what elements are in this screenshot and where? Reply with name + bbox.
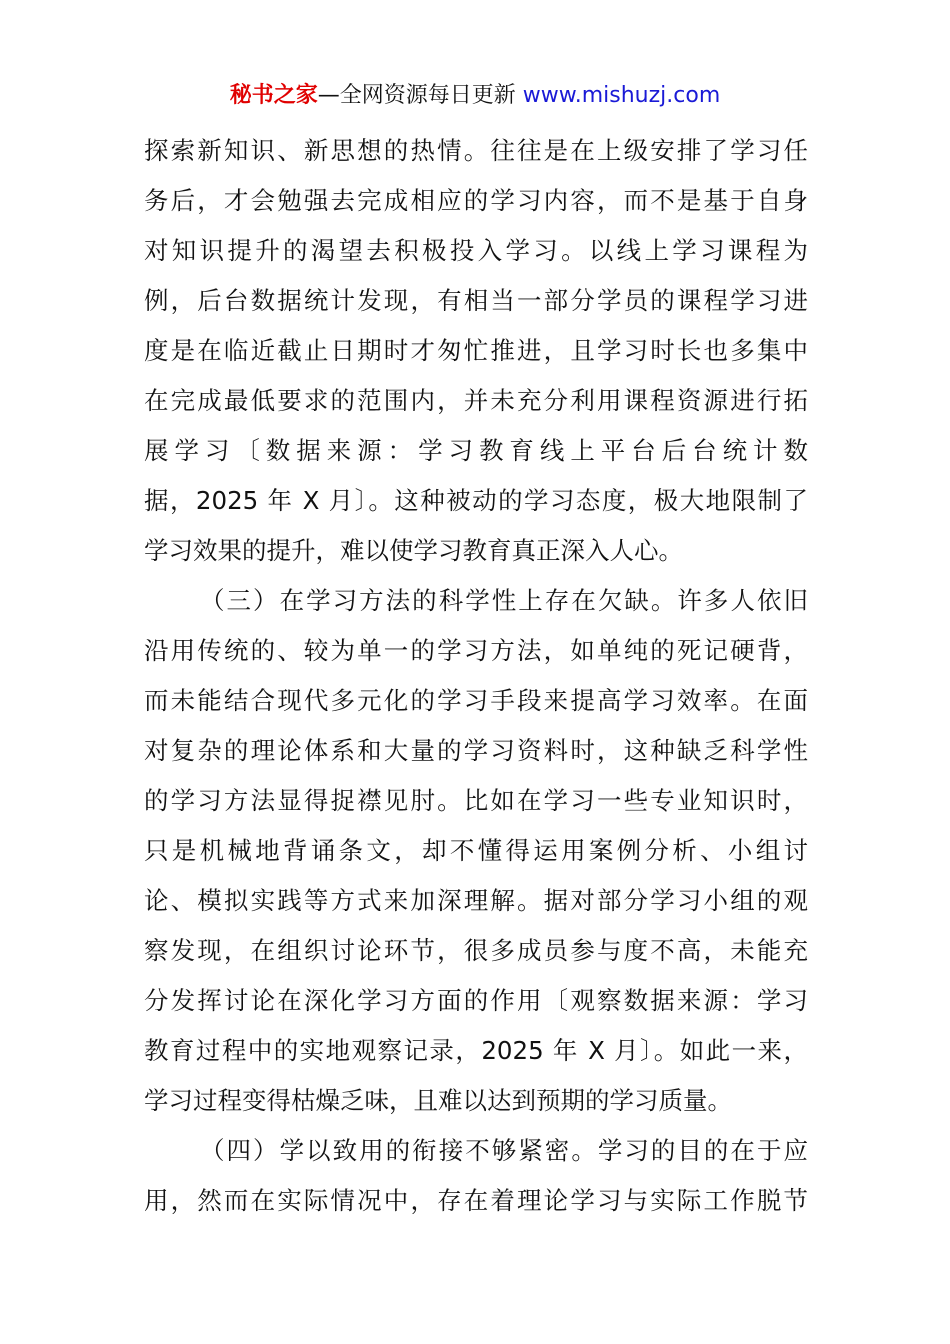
text-line: 教育过程中的实地观察记录，2025 年 X 月〕。如此一来，: [144, 1036, 808, 1065]
paragraph-start-line: （四）学以致用的衔接不够紧密。学习的目的在于应: [200, 1136, 808, 1165]
text-line: 而未能结合现代多元化的学习手段来提高学习效率。在面: [144, 686, 808, 715]
text-line: 展学习〔数据来源：学习教育线上平台后台统计数: [144, 436, 808, 465]
brand-name: 秘书之家: [229, 83, 318, 108]
text-line: 用，然而在实际情况中，存在着理论学习与实际工作脱节: [144, 1186, 808, 1215]
text-line: 沿用传统的、较为单一的学习方法，如单纯的死记硬背，: [144, 636, 808, 665]
text-line: 对复杂的理论体系和大量的学习资料时，这种缺乏科学性: [144, 736, 808, 765]
text-line: 探索新知识、新思想的热情。往往是在上级安排了学习任: [144, 136, 808, 165]
site-url: www.mishuzj.com: [522, 83, 721, 108]
text-line: 的学习方法显得捉襟见肘。比如在学习一些专业知识时，: [144, 786, 808, 815]
text-line: 学习效果的提升，难以使学习教育真正深入人心。: [144, 536, 683, 565]
paragraph-start-line: （三）在学习方法的科学性上存在欠缺。许多人依旧: [200, 586, 808, 615]
text-line: 度是在临近截止日期时才匆忙推进，且学习时长也多集中: [144, 336, 808, 365]
text-line: 例，后台数据统计发现，有相当一部分学员的课程学习进: [144, 286, 808, 315]
header-tagline: —全网资源每日更新: [317, 83, 523, 108]
text-line: 分发挥讨论在深化学习方面的作用〔观察数据来源：学习: [144, 986, 808, 1015]
text-line: 学习过程变得枯燥乏味，且难以达到预期的学习质量。: [144, 1086, 732, 1115]
page-header: [0, 80, 950, 112]
text-line: 察发现，在组织讨论环节，很多成员参与度不高，未能充: [144, 936, 808, 965]
text-line: 对知识提升的渴望去积极投入学习。以线上学习课程为: [144, 236, 808, 265]
text-line: 务后，才会勉强去完成相应的学习内容，而不是基于自身: [144, 186, 808, 215]
text-line: 在完成最低要求的范围内，并未充分利用课程资源进行拓: [144, 386, 808, 415]
text-line: 据，2025 年 X 月〕。这种被动的学习态度，极大地限制了: [144, 486, 808, 515]
body-text: [144, 126, 808, 1226]
text-line: 论、模拟实践等方式来加深理解。据对部分学习小组的观: [144, 886, 808, 915]
text-line: 只是机械地背诵条文，却不懂得运用案例分析、小组讨: [144, 836, 808, 865]
